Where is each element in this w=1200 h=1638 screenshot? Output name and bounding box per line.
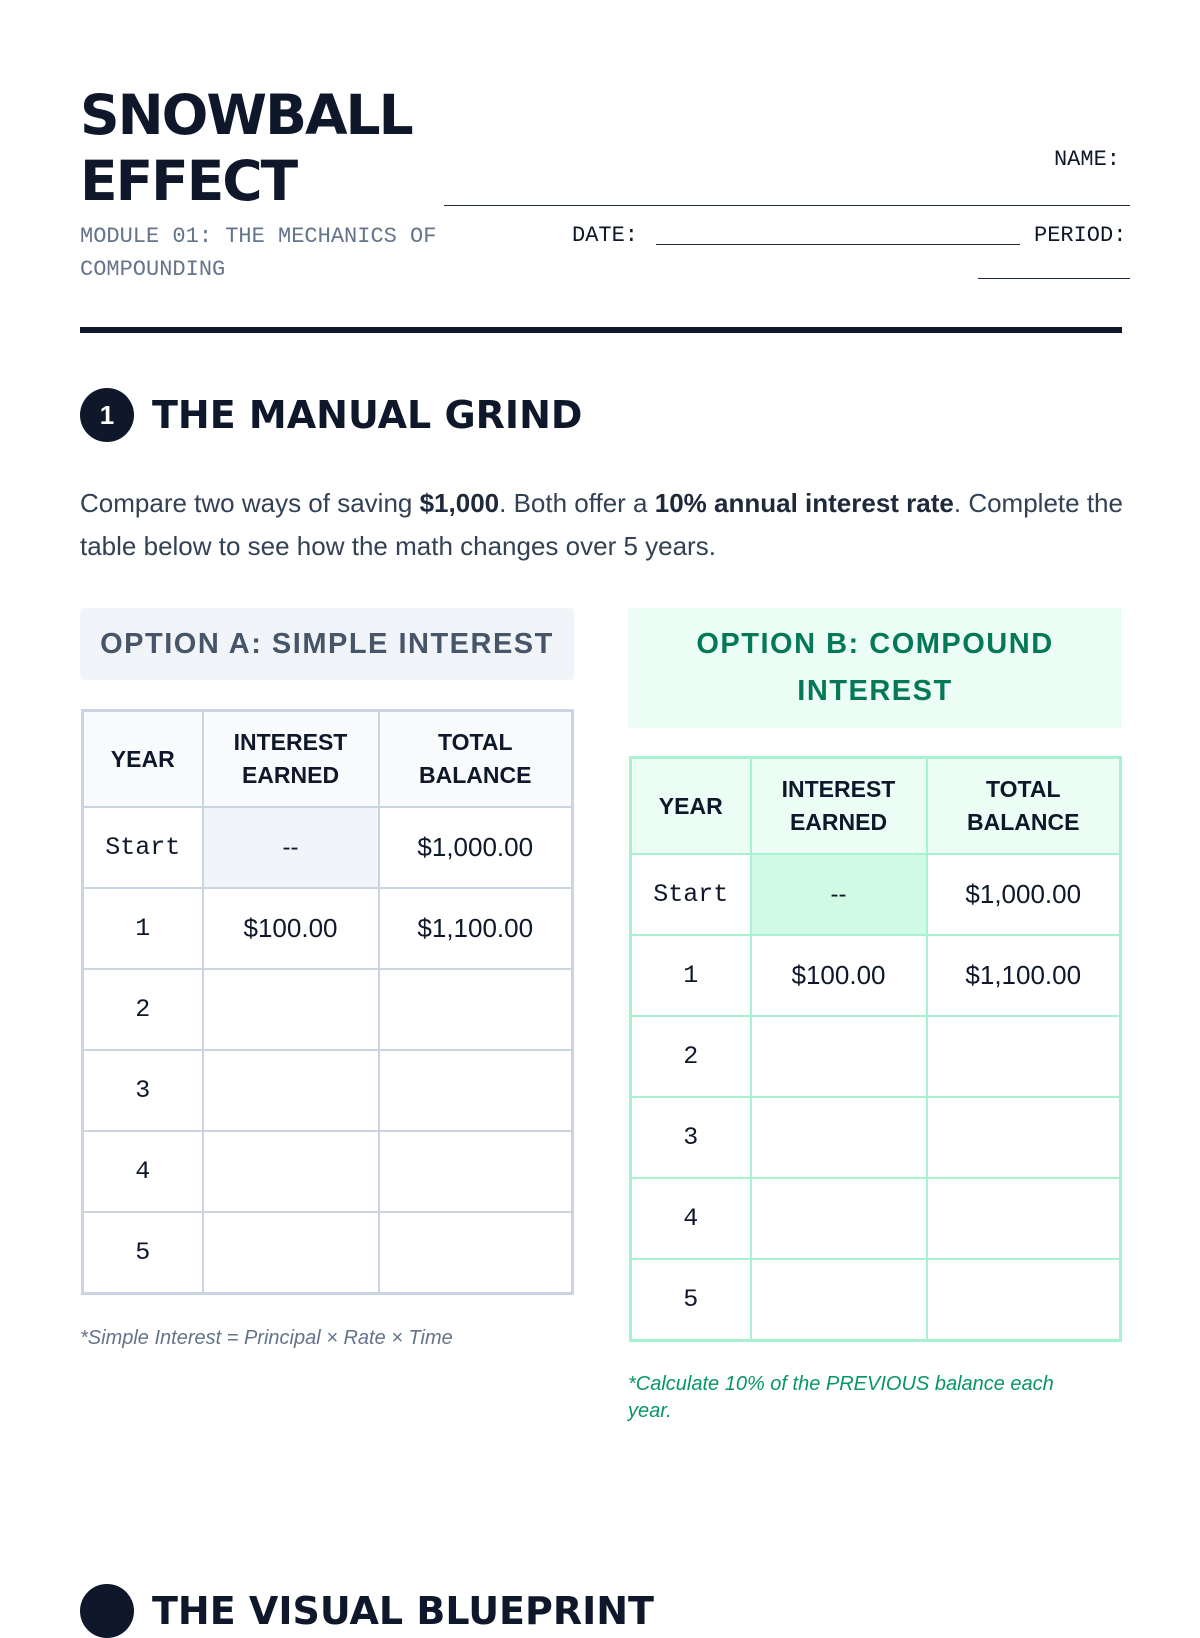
name-field-line[interactable] [444,205,1130,206]
year-cell: Start [631,854,751,935]
table-row [83,888,573,969]
year-cell: 2 [83,969,203,1050]
interest-input-cell[interactable] [203,969,379,1050]
balance-input-cell[interactable] [379,1050,573,1131]
column-header-year: YEAR [83,711,203,808]
year-cell: 5 [631,1259,751,1341]
option-a-table [81,709,574,1295]
column-header-balance: TOTAL BALANCE [379,711,573,808]
balance-input-cell[interactable] [927,1097,1121,1178]
title-line-1: SNOWBALL [80,83,412,147]
intro-text-2: . Both offer a [499,488,655,518]
interest-input-cell[interactable] [203,1212,379,1294]
option-b-footnote: *Calculate 10% of the PREVIOUS balance each year. [628,1373,1054,1422]
period-label: PERIOD: [1034,223,1127,248]
table-row [83,969,573,1050]
intro-principal: $1,000 [419,488,500,518]
year-cell: 2 [631,1016,751,1097]
column-header-interest: INTEREST EARNED [751,758,927,855]
year-cell: 1 [83,888,203,969]
section-number-badge: 1 [80,388,134,442]
year-cell: 3 [83,1050,203,1131]
balance-input-cell[interactable] [379,1212,573,1294]
section-2-number-badge [80,1584,134,1638]
interest-input-cell[interactable] [751,1259,927,1341]
table-row [631,935,1121,1016]
module-subtitle: MODULE 01: THE MECHANICS OF COMPOUNDING [80,224,437,282]
year-cell: 4 [631,1178,751,1259]
balance-input-cell[interactable] [927,1178,1121,1259]
option-a-footnote: *Simple Interest = Principal × Rate × Time [80,1327,453,1349]
header-divider [80,327,1122,333]
balance-cell: $1,000.00 [927,854,1121,935]
interest-cell: $100.00 [203,888,379,969]
interest-input-cell[interactable] [203,1131,379,1212]
balance-cell: $1,100.00 [927,935,1121,1016]
section-2-title: THE VISUAL BLUEPRINT [152,1589,654,1633]
balance-input-cell[interactable] [379,1131,573,1212]
interest-cell: -- [751,854,927,935]
year-cell: 1 [631,935,751,1016]
option-b-heading-text: OPTION B: COMPOUND INTEREST [696,628,1054,707]
interest-input-cell[interactable] [203,1050,379,1131]
table-row [631,1259,1121,1341]
intro-rate: 10% annual interest rate [654,488,954,518]
table-row [631,1097,1121,1178]
option-b-heading [628,608,1122,728]
balance-input-cell[interactable] [379,969,573,1050]
option-b-table [629,756,1122,1342]
table-row [631,1016,1121,1097]
column-header-balance: TOTAL BALANCE [927,758,1121,855]
interest-input-cell[interactable] [751,1178,927,1259]
option-a-heading-text: OPTION A: SIMPLE INTEREST [100,627,554,660]
year-cell: 3 [631,1097,751,1178]
column-header-year: YEAR [631,758,751,855]
table-header-row [631,758,1121,855]
name-label: NAME: [1053,147,1120,172]
year-cell: 5 [83,1212,203,1294]
section-intro [80,482,1140,568]
interest-cell: -- [203,807,379,888]
worksheet-title [80,82,412,214]
interest-cell: $100.00 [751,935,927,1016]
column-header-interest: INTEREST EARNED [203,711,379,808]
year-cell: Start [83,807,203,888]
date-field-line[interactable] [656,244,1020,245]
table-row [631,1178,1121,1259]
balance-cell: $1,100.00 [379,888,573,969]
balance-cell: $1,000.00 [379,807,573,888]
balance-input-cell[interactable] [927,1016,1121,1097]
year-cell: 4 [83,1131,203,1212]
table-row [83,1131,573,1212]
table-row [83,807,573,888]
option-a-heading [80,608,574,680]
table-row [83,1050,573,1131]
table-header-row [83,711,573,808]
date-label: DATE: [572,223,639,248]
balance-input-cell[interactable] [927,1259,1121,1341]
period-field-line[interactable] [978,278,1130,279]
title-line-2: EFFECT [80,149,297,213]
interest-input-cell[interactable] [751,1016,927,1097]
intro-text-1: Compare two ways of saving [80,488,420,518]
section-title: THE MANUAL GRIND [152,393,583,437]
interest-input-cell[interactable] [751,1097,927,1178]
table-row [83,1212,573,1294]
intro-text-3: . Complete the table below to see how the math changes over 5 years. [80,488,1123,561]
table-row [631,854,1121,935]
